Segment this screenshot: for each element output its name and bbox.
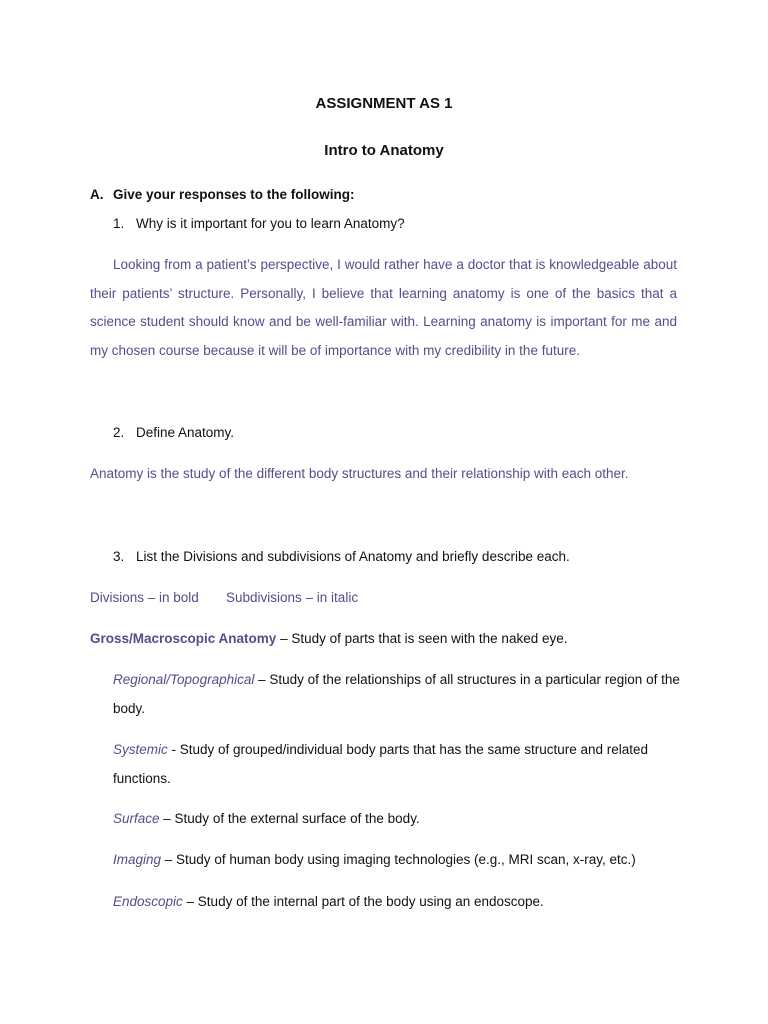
subdivision-desc: – Study of the internal part of the body using an endoscope. (182, 894, 544, 909)
subdivision-term: Endoscopic (113, 894, 183, 909)
subdivision-desc: – Study of the external surface of the body. (159, 811, 420, 826)
question-1-number: 1. (113, 216, 125, 231)
question-1-text: Why is it important for you to learn Anatomy? (136, 216, 405, 231)
subdivision-systemic (113, 736, 683, 793)
section-a-heading: Give your responses to the following: (113, 187, 355, 202)
answer-2-text: Anatomy is the study of the different body structures and their relationship with each other. (90, 466, 629, 481)
answer-1-paragraph: Looking from a patient’s perspective, I would rather have a doctor that is knowledgeable about their patients’ structure. Personally, I believe that learning anatomy is one of the basics that a science student should know and be well-familiar with. Learning anatomy is important for me and my chosen course because it will be of importance with my credibility in the future. (90, 257, 677, 358)
page-subtitle: Intro to Anatomy (324, 142, 444, 159)
subdivision-term: Systemic (113, 742, 168, 757)
subdivision-regional (113, 666, 683, 723)
section-a-marker: A. (90, 187, 104, 202)
division-desc: – Study of parts that is seen with the naked eye. (276, 631, 568, 646)
subdivision-desc: – Study of the relationships of all structures in a particular region of the body. (113, 672, 680, 716)
subdivision-term: Imaging (113, 852, 162, 867)
subdivision-term: Surface (113, 811, 160, 826)
subdivision-surface (113, 805, 683, 834)
question-2-number: 2. (113, 425, 125, 440)
subdivision-imaging (113, 846, 683, 875)
subdivision-desc: - Study of grouped/individual body parts that has the same structure and related functions. (113, 742, 649, 786)
legend-subdivisions: Subdivisions – in italic (226, 590, 359, 605)
page-title: ASSIGNMENT AS 1 (315, 95, 453, 112)
legend-divisions: Divisions – in bold (90, 590, 199, 605)
division-term: Gross/Macroscopic Anatomy (90, 631, 277, 646)
subdivision-endoscopic (113, 888, 683, 917)
question-3-text: List the Divisions and subdivisions of Anatomy and briefly describe each. (136, 549, 570, 564)
question-3-number: 3. (113, 549, 125, 564)
subdivision-desc: – Study of human body using imaging technologies (e.g., MRI scan, x-ray, etc.) (161, 852, 636, 867)
question-2-text: Define Anatomy. (136, 425, 235, 440)
subdivision-term: Regional/Topographical (113, 672, 255, 687)
division-gross-anatomy (90, 631, 568, 646)
